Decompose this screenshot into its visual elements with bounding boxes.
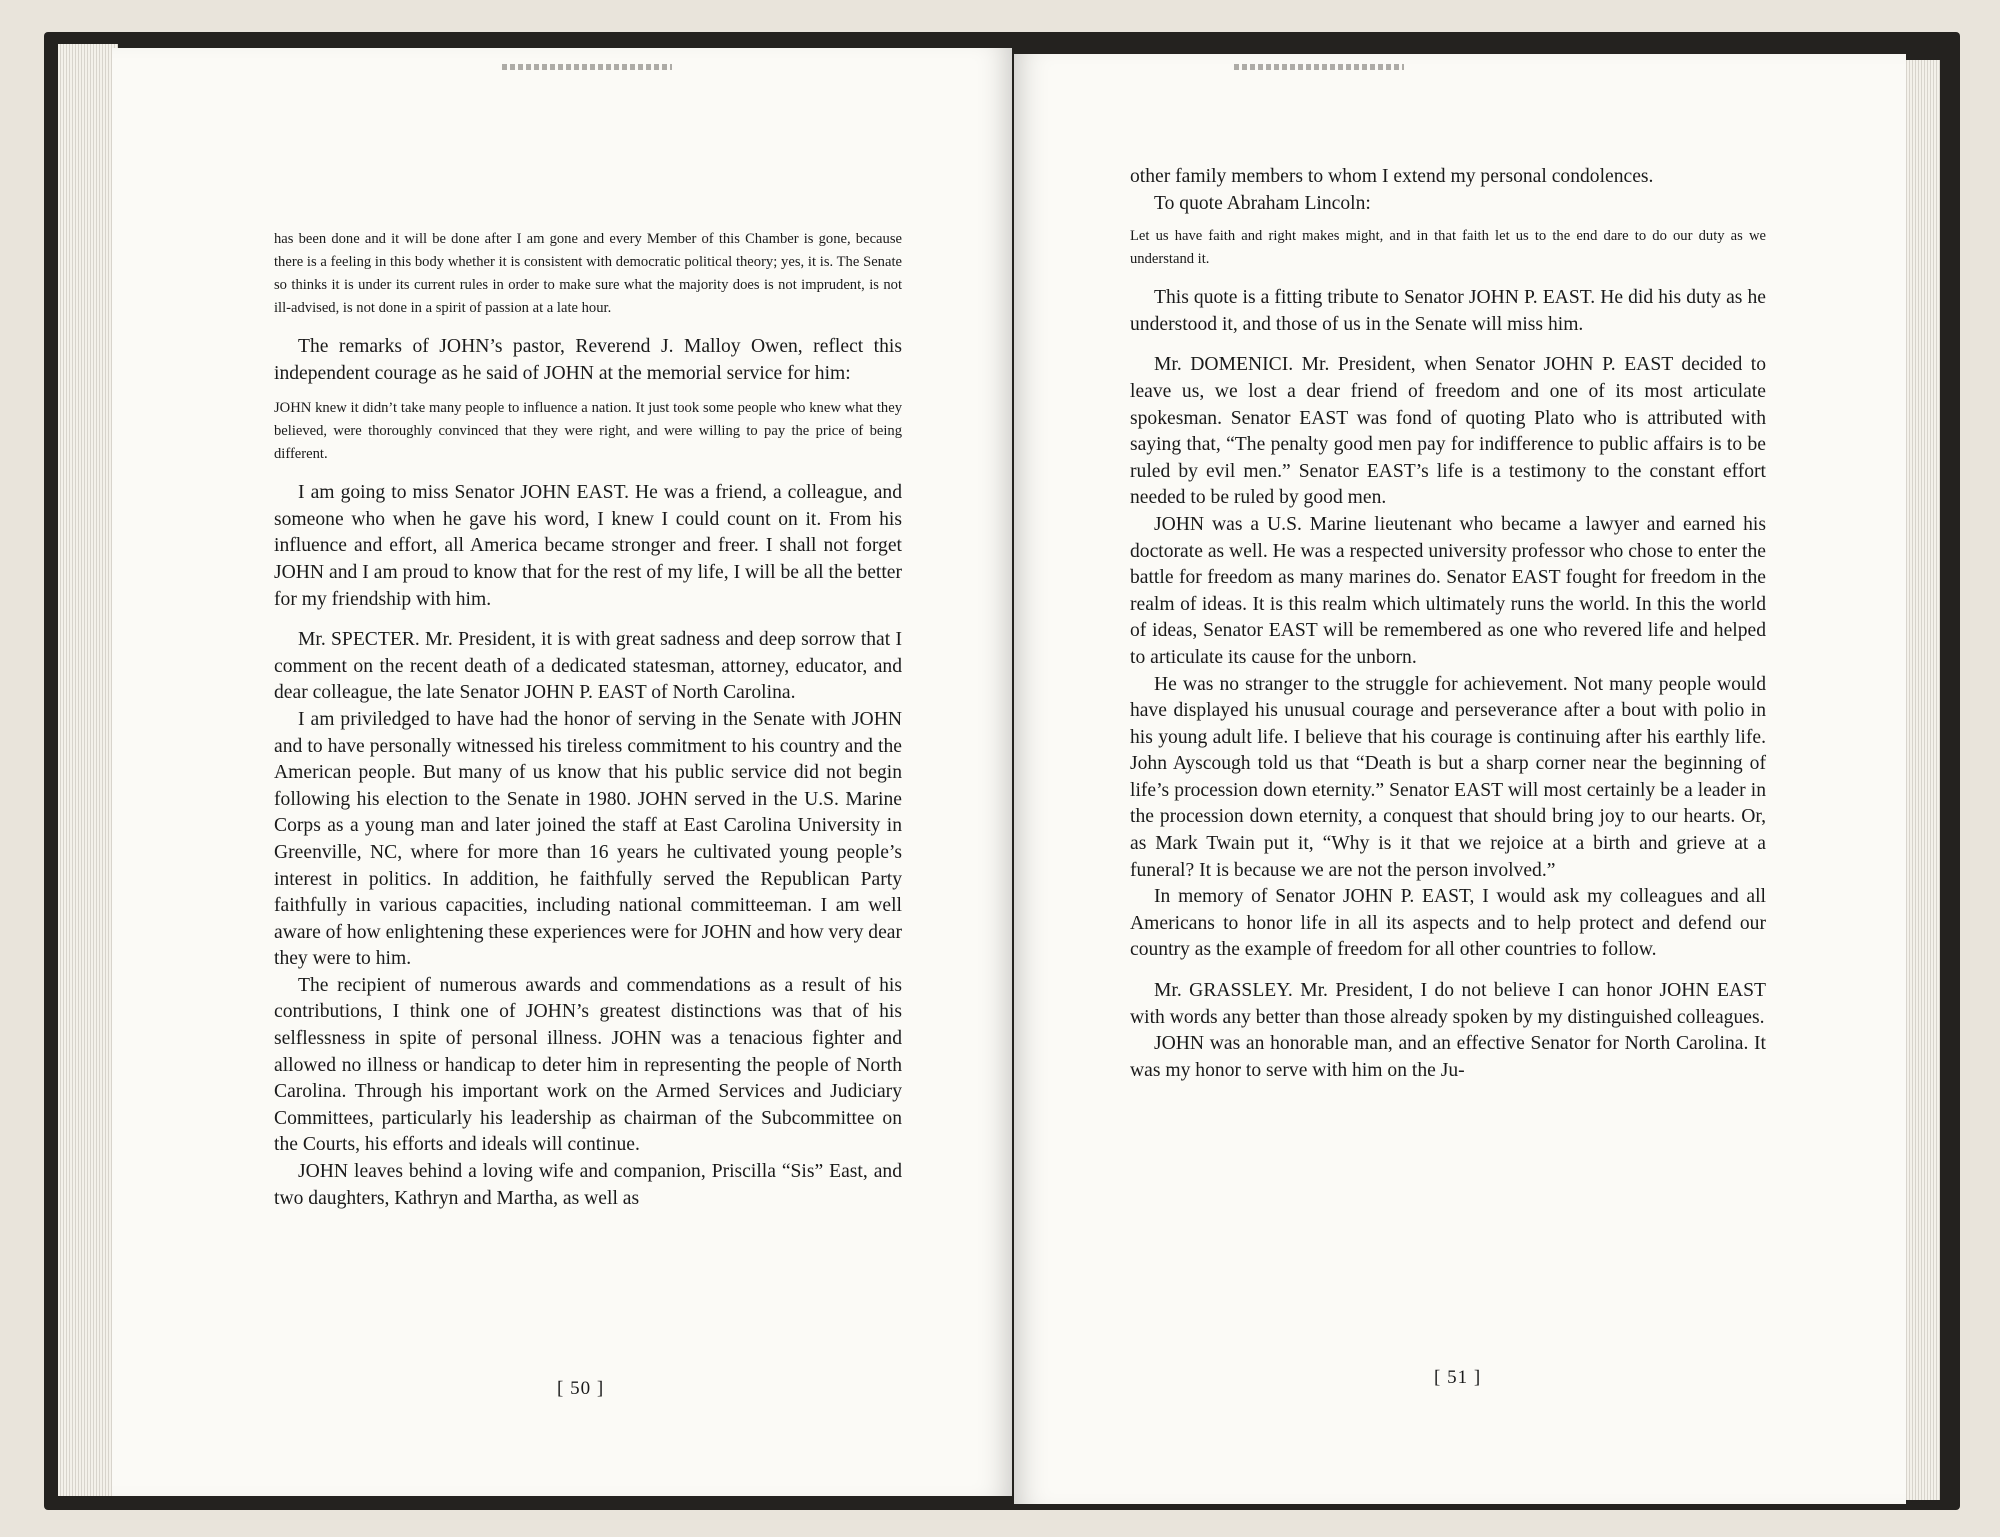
right-page	[1014, 54, 1906, 1504]
page-number: [ 51 ]	[1434, 1367, 1482, 1388]
body-paragraph: Mr. DOMENICI. Mr. President, when Senator JOHN P. EAST decided to leave us, we lost a dear friend of freedom and one of its most articulate spokesman. Senator EAST was fond of quoting Plato who is attributed with saying that, “The penalty good men pay for indifference to public affairs is to be ruled by evil men.” Senator EAST’s life is a testimony to the constant effort needed to be ruled by good men.	[1130, 354, 1766, 509]
body-paragraph: other family members to whom I extend my personal condolences.	[1130, 166, 1654, 187]
running-head-right	[1234, 64, 1404, 70]
body-paragraph: This quote is a fitting tribute to Senator JOHN P. EAST. He did his duty as he understood it, and those of us in the Senate will miss him.	[1130, 287, 1766, 335]
body-paragraph: The remarks of JOHN’s pastor, Reverend J. Malloy Owen, reflect this independent courage as he said of JOHN at the memorial service for him:	[274, 336, 902, 384]
running-head-left	[502, 64, 672, 70]
page-number: [ 50 ]	[557, 1378, 605, 1399]
body-paragraph: The recipient of numerous awards and commendations as a result of his contributions, I think one of JOHN’s greatest distinctions was that of his selflessness in spite of personal illness. JOHN was a tenacious fighter and allowed no illness or handicap to deter him in representing the people of North Carolina. Through his important work on the Armed Services and Judiciary Committees, particularly his leadership as chairman of the Subcommittee on the Courts, his efforts and ideals will continue.	[274, 974, 902, 1156]
body-paragraph: He was no stranger to the struggle for achievement. Not many people would have displayed his unusual courage and perseverance after a bout with polio in his young adult life. I believe that his courage is continuing after his earthly life. John Ayscough told us that “Death is but a sharp corner near the beginning of life’s procession down eternity.” Senator EAST will most certainly be a leader in the procession down eternity, a conquest that should bring joy to our hearts. Or, as Mark Twain put it, “Why is it that we rejoice at a birth and grieve at a funeral? It is because we are not the person involved.”	[1130, 673, 1766, 881]
body-paragraph: I am going to miss Senator JOHN EAST. He was a friend, a colleague, and someone who when he gave his word, I knew I could count on it. From his influence and effort, all America became stronger and freer. I shall not forget JOHN and I am proud to know that for the rest of my life, I will be all the better for my friendship with him.	[274, 482, 902, 610]
extract-paragraph: Let us have faith and right makes might, and in that faith let us to the end dare to do our duty as we understand it.	[1130, 228, 1766, 268]
body-paragraph: JOHN was an honorable man, and an effective Senator for North Carolina. It was my honor to serve with him on the Ju-	[1130, 1033, 1766, 1081]
body-paragraph: JOHN leaves behind a loving wife and companion, Priscilla “Sis” East, and two daughters, Kathryn and Martha, as well as	[274, 1161, 902, 1209]
body-paragraph: In memory of Senator JOHN P. EAST, I would ask my colleagues and all Americans to honor life in all its aspects and to help protect and defend our country as the example of freedom for all other countries to follow.	[1130, 886, 1766, 961]
extract-paragraph: JOHN knew it didn’t take many people to influence a nation. It just took some people who knew what they believed, were thoroughly convinced that they were right, and were willing to pay the price of being different.	[274, 400, 902, 463]
body-paragraph: I am priviledged to have had the honor of serving in the Senate with JOHN and to have personally witnessed his tireless commitment to his country and the American people. But many of us know that his public service did not begin following his election to the Senate in 1980. JOHN served in the U.S. Marine Corps as a young man and later joined the staff at East Carolina University in Greenville, NC, where for more than 16 years he cultivated young people’s interest in politics. In addition, he faithfully served the Republican Party faithfully in various capacities, including national committeeman. I am well aware of how enlightening these experiences were for JOHN and how very dear they were to him.	[274, 708, 902, 970]
left-page	[112, 48, 1012, 1496]
body-paragraph: JOHN was a U.S. Marine lieutenant who became a lawyer and earned his doctorate as well. He was a respected university professor who chose to enter the battle for freedom as many marines do. Senator EAST fought for freedom in the realm of ideas. It is this realm which ultimately runs the world. In this the world of ideas, Senator EAST will be remembered as one who revered life and helped to articulate its cause for the unborn.	[1130, 513, 1766, 668]
extract-paragraph: has been done and it will be done after I am gone and every Member of this Chamber is gone, because there is a feeling in this body whether it is consistent with democratic political theory; yes, it is. The Senate so thinks it is under its current rules in order to make sure what the majority does is not imprudent, is not ill-advised, is not done in a spirit of passion at a late hour.	[274, 231, 902, 316]
left-text-column	[274, 228, 902, 1212]
body-paragraph: To quote Abraham Lincoln:	[1154, 192, 1371, 214]
body-paragraph: Mr. GRASSLEY. Mr. President, I do not believe I can honor JOHN EAST with words any better than those already spoken by my distinguished colleagues.	[1130, 980, 1766, 1028]
body-paragraph: Mr. SPECTER. Mr. President, it is with great sadness and deep sorrow that I comment on the recent death of a dedicated statesman, attorney, educator, and dear colleague, the late Senator JOHN P. EAST of North Carolina.	[274, 629, 902, 704]
right-text-column	[1130, 164, 1766, 1084]
page-edges-left	[58, 44, 118, 1496]
